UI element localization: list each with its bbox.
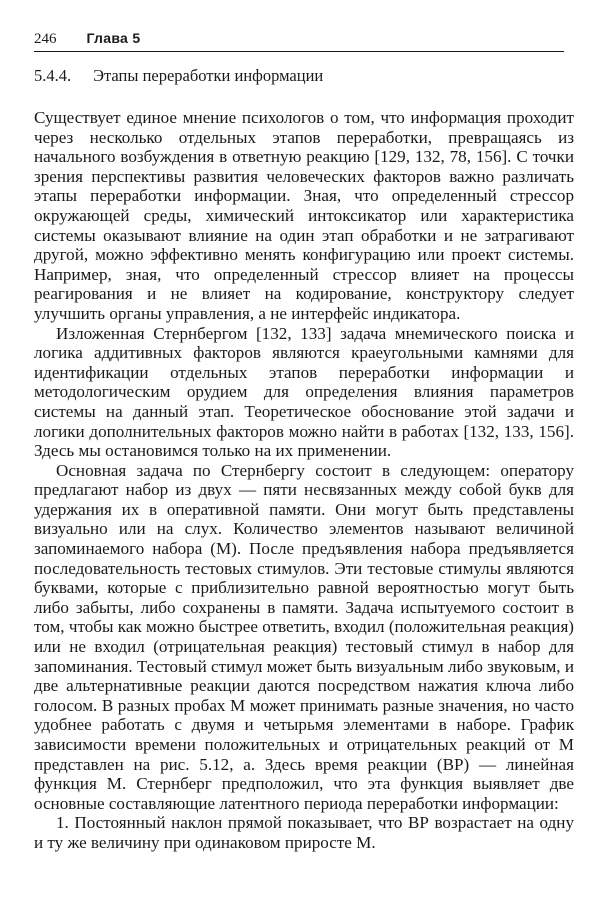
section-number: 5.4.4. bbox=[34, 66, 72, 85]
page bbox=[34, 30, 574, 853]
chapter-label: Глава 5 bbox=[86, 30, 141, 46]
section-heading bbox=[34, 66, 574, 86]
paragraph-1: Существует единое мнение психологов о том, что информация проходит через несколько отдельных этапов переработки, превращаясь из начального возбуждения в ответную реакцию [129, 132, 78, 156]. С точки зрения перспективы развития человеческих факторов важно различать этапы переработки информации. Зная, что определенный стрессор окружающей среды, химический интоксикатор или характеристика системы оказывают влияние на один этап обработки и не затрагивают другой, можно эффективно менять конфигурацию или проект системы. Например, зная, что определенный стрессор влияет на процессы реагирования и не влияет на кодирование, конструктору следует улучшить органы управления, а не интерфейс индикатора. bbox=[34, 108, 574, 323]
body-text bbox=[34, 108, 574, 853]
section-title: Этапы переработки информации bbox=[93, 66, 324, 85]
paragraph-2: Изложенная Стернбергом [132, 133] задача мнемического поиска и логика аддитивных факторов являются краеугольными камнями для идентификации отдельных этапов переработки информации и методологическим орудием для определения влияния параметров системы на данный этап. Теоретическое обоснование этой задачи и логики дополнительных факторов можно найти в работах [132, 133, 156]. Здесь мы остановимся только на их применении. bbox=[34, 323, 574, 461]
paragraph-3: Основная задача по Стернбергу состоит в следующем: оператору предлагают набор из двух — пяти несвязанных между собой букв для удержания их в оперативной памяти. Они могут быть представлены визуально или на слух. Количество элементов называют величиной запоминаемого набора (М). После предъявления набора предъявляется последовательность тестовых стимулов. Эти тестовые стимулы являются буквами, которые с приблизительно равной вероятностью могут быть либо забыты, либо сохранены в памяти. Задача испытуемого состоит в том, чтобы как можно быстрее ответить, входил (положительная реакция) или не входил (отрицательная реакция) тестовый стимул в набор для запоминания. Тестовый стимул может быть визуальным либо звуковым, и две альтернативные реакции даются посредством нажатия ключа либо голосом. В разных пробах М может принимать разные значения, но часто удобнее работать с двумя и четырьмя элементами в наборе. График зависимости времени положительных и отрицательных реакций от М представлен на рис. 5.12, а. Здесь время реакции (ВР) — линейная функция М. Стернберг предположил, что эта функция выявляет две основные составляющие латентного периода переработки информации: bbox=[34, 460, 574, 813]
page-number: 246 bbox=[34, 31, 57, 47]
paragraph-4: 1. Постоянный наклон прямой показывает, что ВР возрастает на одну и ту же величину при одинаковом приросте М. bbox=[34, 813, 574, 852]
running-head bbox=[34, 30, 564, 52]
